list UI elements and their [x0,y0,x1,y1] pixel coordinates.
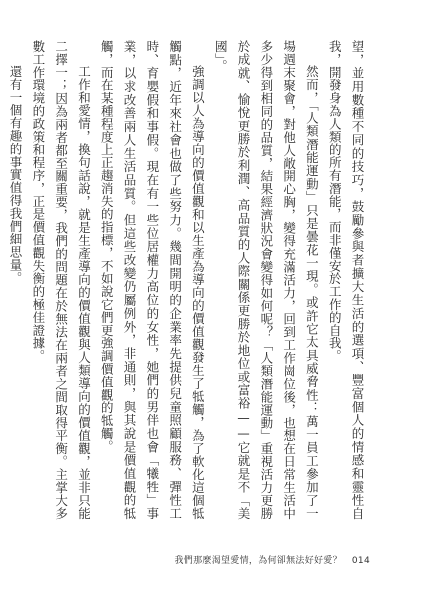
paragraph-2: 然而，「人類潛能運動」只是曇花一現。或許它太具威脅性：萬一員工參加了一場週末聚會，對他人敞開心胸，變得充滿活力，回到工作崗位後，也想在日常生活中多少得到相同的品質，結果經濟狀況會變得如何呢？「人類潛能運動」重視活力更勝於成就、愉悅更勝於利潤、高品質的人際關係更勝於地位或富裕——它就是不「美國」。 [213,40,320,520]
paragraph-5: 還有一個有趣的事實值得我們細思量。 [8,65,24,285]
paragraph-4: 工作和愛情，換句話說，就是生產導向的價值觀與人類導向的價值觀，並非只能二擇一；因為兩者都至關重要，我們的問題在於無法在兩者之間取得平衡。主掌大多數工作環境的政策和程序，正是價值觀失衡的極佳證據。 [30,40,92,520]
paragraph-3: 強調以人為導向的價值觀和以生產為導向的價值觀發生了牴觸，為了軟化這個牴觸點，近年來社會也做了些努力。幾間開明的企業率先提供兒童照顧服務、彈性工時、育嬰假和事假。現在有一些位居權力高位的女性，她們的男伴也會「犧牲」事業，以求改善兩人生活品質。但這些改變仍屬例外，非通則，與其說是價值觀的牴觸，而在某種程度上正趨消失的指標，不如說它們更強調價值觀的牴觸。 [99,40,206,520]
body-text [8,40,368,520]
running-footer [175,553,371,566]
page-number: 014 [351,556,370,566]
paragraph-1: 望，並用數種不同的技巧，鼓勵參與者擴大生活的選項、豐富個人的情感和靈性自我，開發身為人類的所有潛能，而非僅安於工作的自我。 [327,40,365,520]
book-title: 我們那麼渴望愛情，為何卻無法好好愛？ [174,556,342,566]
